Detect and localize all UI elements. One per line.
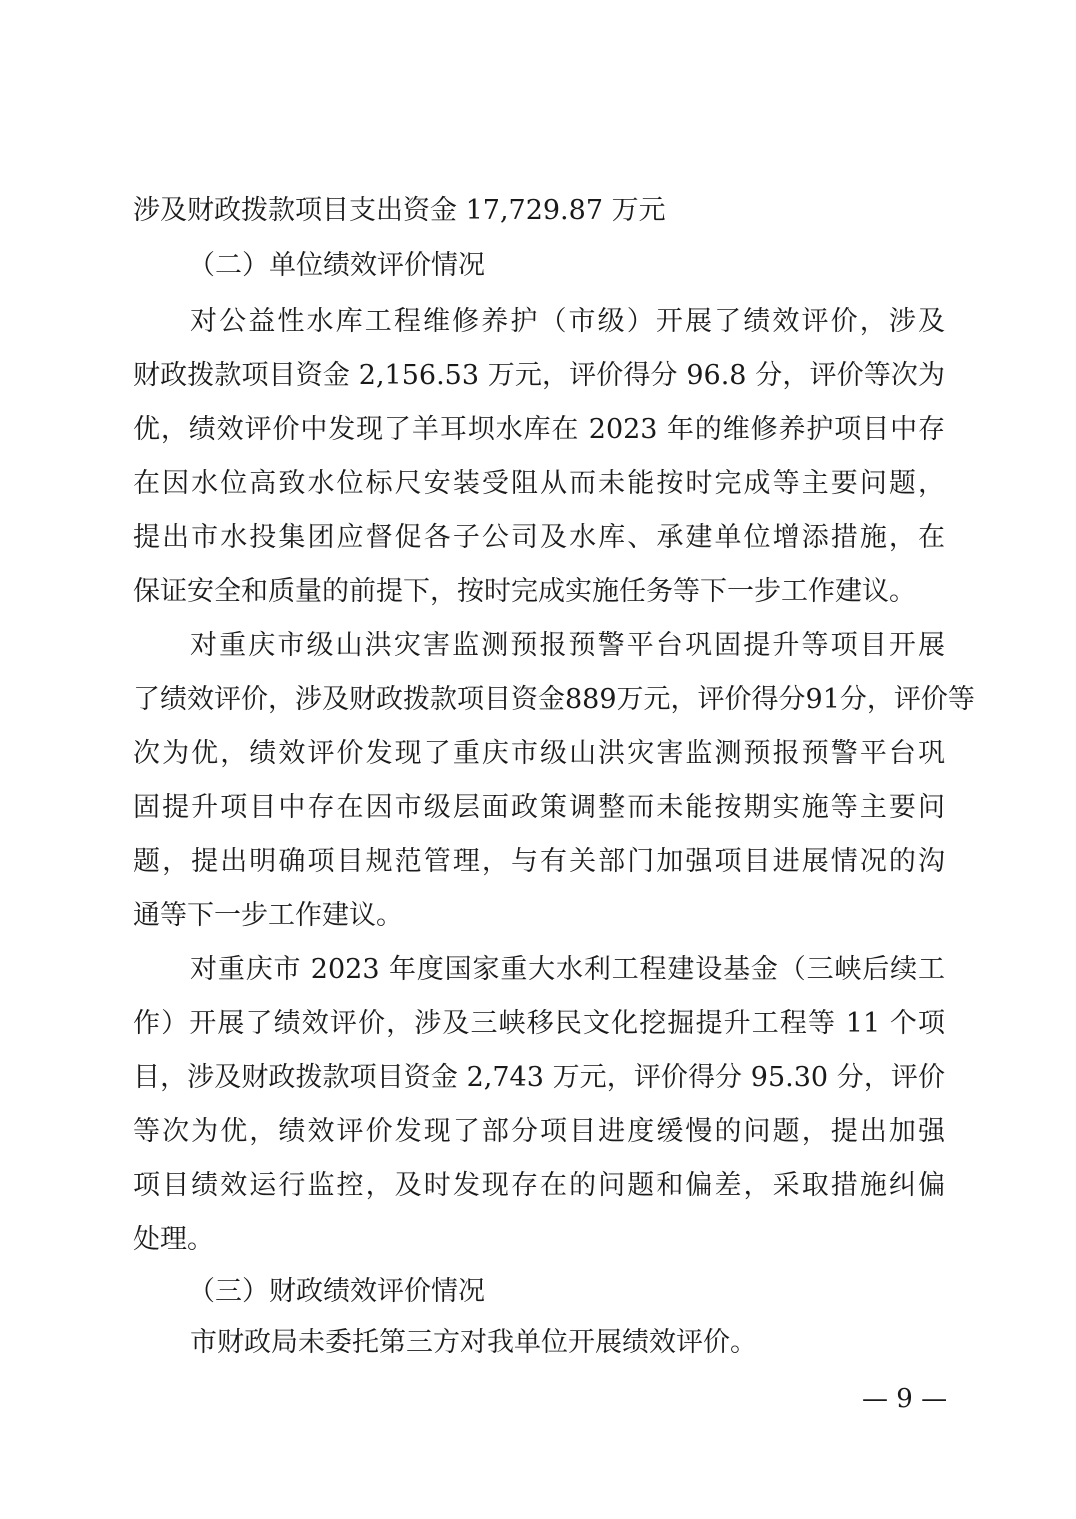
paragraph-line: 项目绩效运行监控，及时发现存在的问题和偏差，采取措施纠偏: [133, 1170, 945, 1201]
paragraph-line: 题，提出明确项目规范管理，与有关部门加强项目进展情况的沟: [133, 846, 945, 877]
paragraph-line: 了绩效评价，涉及财政拨款项目资金889万元，评价得分91分，评价等: [133, 684, 975, 715]
paragraph-line: 市财政局未委托第三方对我单位开展绩效评价。: [190, 1327, 757, 1358]
paragraph-line: 等次为优，绩效评价发现了部分项目进度缓慢的问题，提出加强: [133, 1116, 945, 1147]
paragraph-line: 处理。: [133, 1224, 214, 1255]
paragraph-line: 对公益性水库工程维修养护（市级）开展了绩效评价，涉及: [190, 306, 945, 337]
page-number: — 9 —: [862, 1384, 948, 1414]
paragraph-line: 提出市水投集团应督促各子公司及水库、承建单位增添措施，在: [133, 522, 945, 553]
paragraph-line: 固提升项目中存在因市级层面政策调整而未能按期实施等主要问: [133, 792, 945, 823]
paragraph-line: 对重庆市级山洪灾害监测预报预警平台巩固提升等项目开展: [190, 630, 945, 661]
paragraph-line: 作）开展了绩效评价，涉及三峡移民文化挖掘提升工程等 11 个项: [133, 1008, 945, 1039]
paragraph-line: 在因水位高致水位标尺安装受阻从而未能按时完成等主要问题，: [133, 468, 945, 499]
paragraph-line: 保证安全和质量的前提下，按时完成实施任务等下一步工作建议。: [133, 576, 916, 607]
paragraph-line: 对重庆市 2023 年度国家重大水利工程建设基金（三峡后续工: [190, 954, 945, 985]
paragraph-line: 财政拨款项目资金 2,156.53 万元，评价得分 96.8 分，评价等次为: [133, 360, 945, 391]
paragraph-line: 通等下一步工作建议。: [133, 900, 403, 931]
paragraph-line: 目，涉及财政拨款项目资金 2,743 万元，评价得分 95.30 分，评价: [133, 1062, 945, 1093]
section-heading-two: （二）单位绩效评价情况: [188, 250, 485, 281]
paragraph-line: 次为优，绩效评价发现了重庆市级山洪灾害监测预报预警平台巩: [133, 738, 945, 769]
paragraph-line: 涉及财政拨款项目支出资金 17,729.87 万元: [133, 195, 666, 226]
paragraph-line: 优，绩效评价中发现了羊耳坝水库在 2023 年的维修养护项目中存: [133, 414, 945, 445]
section-heading-three: （三）财政绩效评价情况: [188, 1276, 485, 1307]
